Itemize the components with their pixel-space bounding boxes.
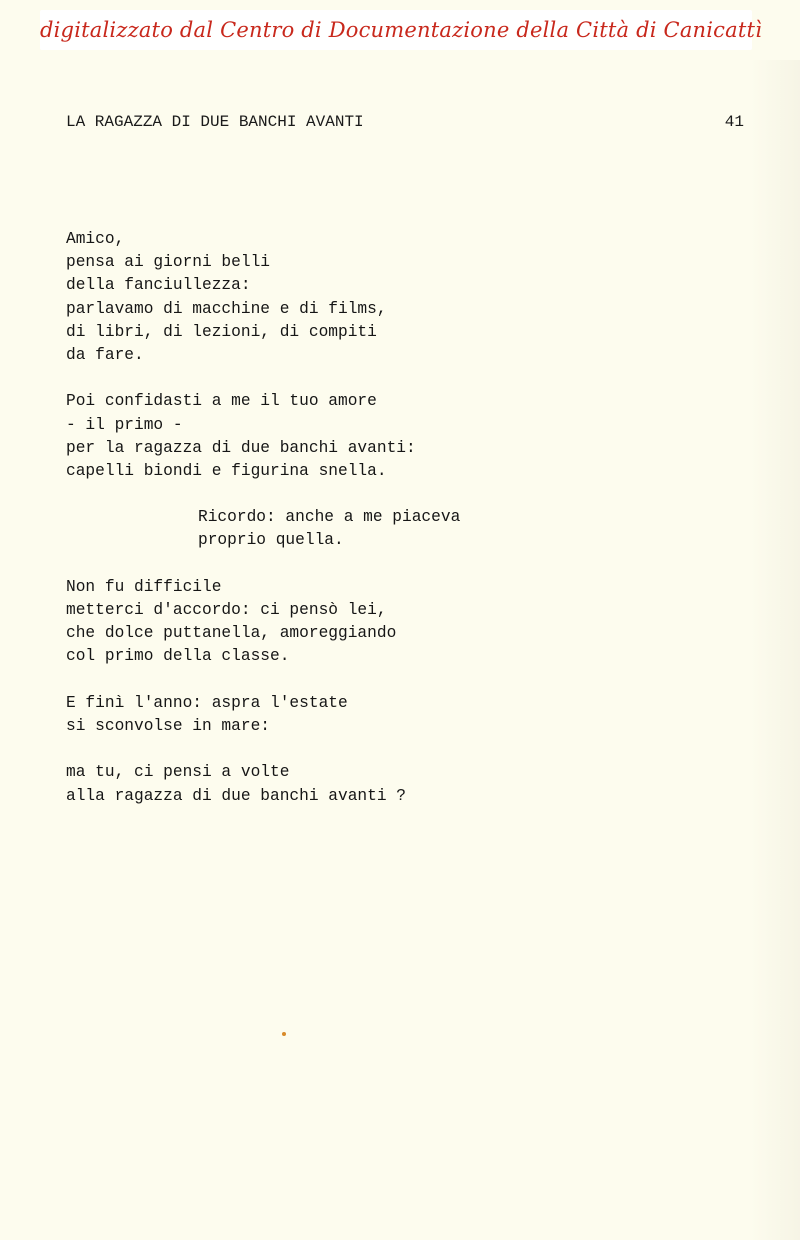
- poem-line-indented: proprio quella.: [198, 531, 344, 550]
- poem-line: si sconvolse in mare:: [66, 716, 270, 735]
- poem-line: da fare.: [66, 345, 144, 364]
- stanza: [66, 576, 746, 669]
- stanza-gap: [66, 367, 746, 390]
- stanza-gap: [66, 669, 746, 692]
- poem-line-indented: Ricordo: anche a me piaceva: [198, 508, 461, 527]
- stanza: [66, 692, 746, 738]
- poem-line: metterci d'accordo: ci pensò lei,: [66, 601, 387, 619]
- poem-line: Non fu difficile: [66, 577, 222, 596]
- page-edge-shadow: [750, 60, 800, 1240]
- poem-line: Poi confidasti a me il tuo amore: [66, 392, 377, 411]
- poem-line: della fanciullezza:: [66, 276, 251, 295]
- stanza: [66, 761, 746, 807]
- poem-line: - il primo -: [66, 415, 183, 434]
- stanza: [66, 390, 746, 552]
- poem-line: che dolce puttanella, amoreggiando: [66, 624, 397, 643]
- stanza-gap: [66, 738, 746, 761]
- poem-line: col primo della classe.: [66, 647, 290, 666]
- stanza-gap: [66, 483, 746, 506]
- page-number: 41: [724, 113, 744, 131]
- poem-line: E finì l'anno: aspra l'estate: [66, 693, 348, 712]
- poem-line: capelli biondi e figurina snella.: [66, 461, 387, 480]
- poem-line: alla ragazza di due banchi avanti ?: [66, 786, 406, 805]
- poem-line: pensa ai giorni belli: [66, 253, 270, 272]
- ink-speck: [282, 1032, 286, 1036]
- poem-body: [66, 228, 746, 808]
- stanza: [66, 228, 746, 367]
- running-title: LA RAGAZZA DI DUE BANCHI AVANTI: [66, 113, 364, 131]
- watermark-banner: [40, 10, 763, 50]
- poem-line: parlavamo di macchine e di films,: [66, 299, 387, 318]
- poem-line: di libri, di lezioni, di compiti: [66, 322, 377, 341]
- poem-line: Amico,: [66, 230, 125, 248]
- poem-line: ma tu, ci pensi a volte: [66, 763, 290, 782]
- stanza-gap: [66, 553, 746, 576]
- poem-line: per la ragazza di due banchi avanti:: [66, 438, 416, 457]
- watermark-text: digitalizzato dal Centro di Documentazione della Città di Canicattì: [40, 18, 763, 42]
